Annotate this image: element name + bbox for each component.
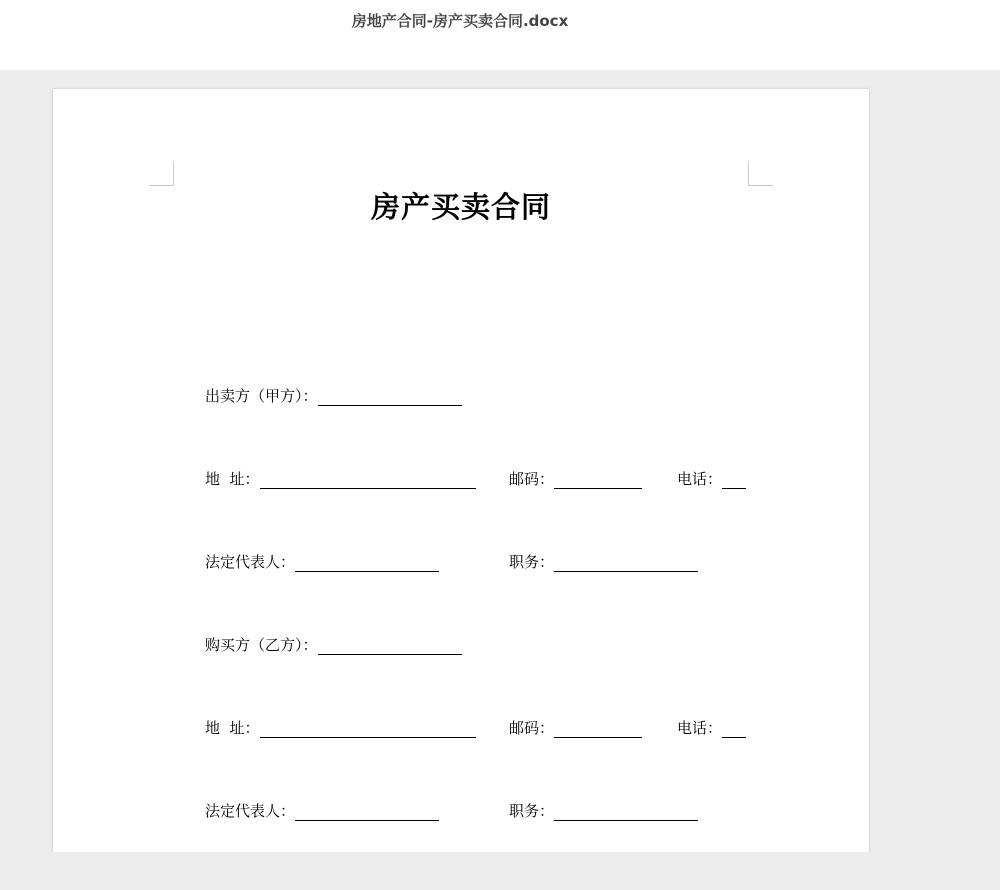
title-bar xyxy=(0,0,1000,70)
seller-address-label: 地 址： xyxy=(205,470,260,488)
buyer-phone-label: 电话： xyxy=(677,719,723,737)
document-page xyxy=(53,89,869,889)
buyer-address-blank xyxy=(260,723,476,738)
buyer-postcode-blank xyxy=(554,723,642,738)
buyer-address-field xyxy=(205,718,476,738)
seller-phone-field xyxy=(677,469,746,489)
seller-postcode-blank xyxy=(554,474,642,489)
buyer-address-label: 地 址： xyxy=(205,719,260,737)
buyer-position-blank xyxy=(554,806,698,821)
buyer-legal-rep-field xyxy=(205,801,439,821)
seller-phone-label: 电话： xyxy=(677,470,723,488)
seller-address-field xyxy=(205,469,476,489)
seller-party-blank xyxy=(318,391,462,406)
seller-legal-rep-label: 法定代表人： xyxy=(205,553,296,571)
buyer-position-field xyxy=(509,801,698,821)
buyer-legal-rep-label: 法定代表人： xyxy=(205,802,296,820)
seller-phone-blank xyxy=(722,474,746,489)
seller-position-label: 职务： xyxy=(509,553,555,571)
buyer-position-label: 职务： xyxy=(509,802,555,820)
bottom-strip xyxy=(0,852,1000,890)
buyer-phone-field xyxy=(677,718,746,738)
file-title: 房地产合同-房产买卖合同.docx xyxy=(351,12,569,30)
buyer-postcode-field xyxy=(509,718,642,738)
seller-legal-rep-field xyxy=(205,552,439,572)
buyer-party-field xyxy=(205,635,462,655)
buyer-phone-blank xyxy=(722,723,746,738)
seller-party-field xyxy=(205,386,462,406)
document-title: 房产买卖合同 xyxy=(370,190,551,224)
buyer-postcode-label: 邮码： xyxy=(509,719,555,737)
margin-crop-mark-top-right xyxy=(748,161,773,186)
seller-address-blank xyxy=(260,474,476,489)
margin-crop-mark-top-left xyxy=(149,161,174,186)
seller-legal-rep-blank xyxy=(295,557,439,572)
seller-position-field xyxy=(509,552,698,572)
buyer-party-blank xyxy=(318,640,462,655)
buyer-legal-rep-blank xyxy=(295,806,439,821)
seller-position-blank xyxy=(554,557,698,572)
seller-postcode-label: 邮码： xyxy=(509,470,555,488)
buyer-party-label: 购买方（乙方）： xyxy=(205,636,318,654)
seller-postcode-field xyxy=(509,469,642,489)
document-viewer[interactable] xyxy=(0,70,1000,890)
seller-party-label: 出卖方（甲方）： xyxy=(205,387,318,405)
